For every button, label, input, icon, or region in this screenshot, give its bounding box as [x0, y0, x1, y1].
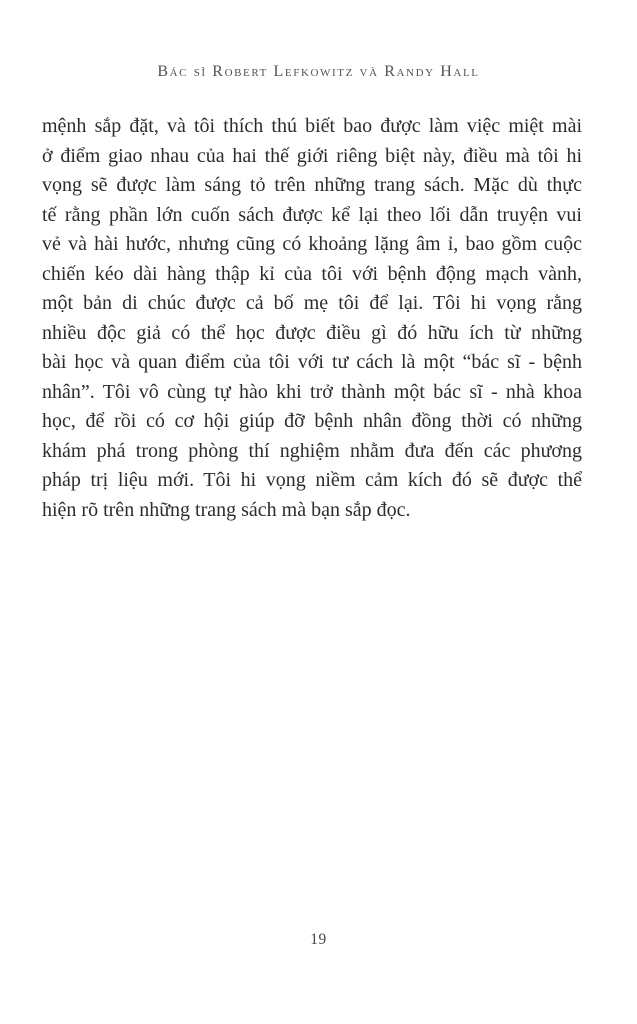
text-line: hiện rõ trên những trang sách mà bạn sắp đọc.: [42, 498, 411, 521]
text-line: nhân”. Tôi vô cùng tự hào khi trở thành một bác sĩ - nhà khoa: [42, 380, 582, 403]
text-line: vọng sẽ được làm sáng tỏ trên những trang sách. Mặc dù thực: [42, 174, 582, 196]
page-number: 19: [310, 931, 327, 948]
text-line: một bản di chúc được cả bố mẹ tôi để lại. Tôi hi vọng rằng: [42, 292, 582, 314]
text-line: tế rằng phần lớn cuốn sách được kể lại theo lối dẫn truyện vui: [42, 203, 582, 226]
text-line: học, để rồi có cơ hội giúp đỡ bệnh nhân đồng thời có những: [42, 410, 582, 432]
text-line: pháp trị liệu mới. Tôi hi vọng niềm cảm kích đó sẽ được thể: [42, 469, 582, 491]
text-line: bài học và quan điểm của tôi với tư cách là một “bác sĩ - bệnh: [42, 351, 582, 373]
text-line: mệnh sắp đặt, và tôi thích thú biết bao được làm việc miệt mài: [42, 115, 582, 137]
text-line: khám phá trong phòng thí nghiệm nhằm đưa đến các phương: [42, 439, 582, 462]
running-header: Bác sĩ Robert Lefkowitz và Randy Hall: [157, 63, 480, 80]
text-line: chiến kéo dài hàng thập kỉ của tôi với bệnh động mạch vành,: [42, 262, 582, 285]
text-line: nhiều độc giả có thể học được điều gì đó hữu ích từ những: [42, 321, 582, 344]
text-line: ở điểm giao nhau của hai thế giới riêng biệt này, điều mà tôi hi: [42, 144, 582, 167]
text-line: vẻ và hài hước, nhưng cũng có khoảng lặng âm ỉ, bao gồm cuộc: [42, 233, 582, 255]
body-paragraph: [42, 112, 582, 525]
